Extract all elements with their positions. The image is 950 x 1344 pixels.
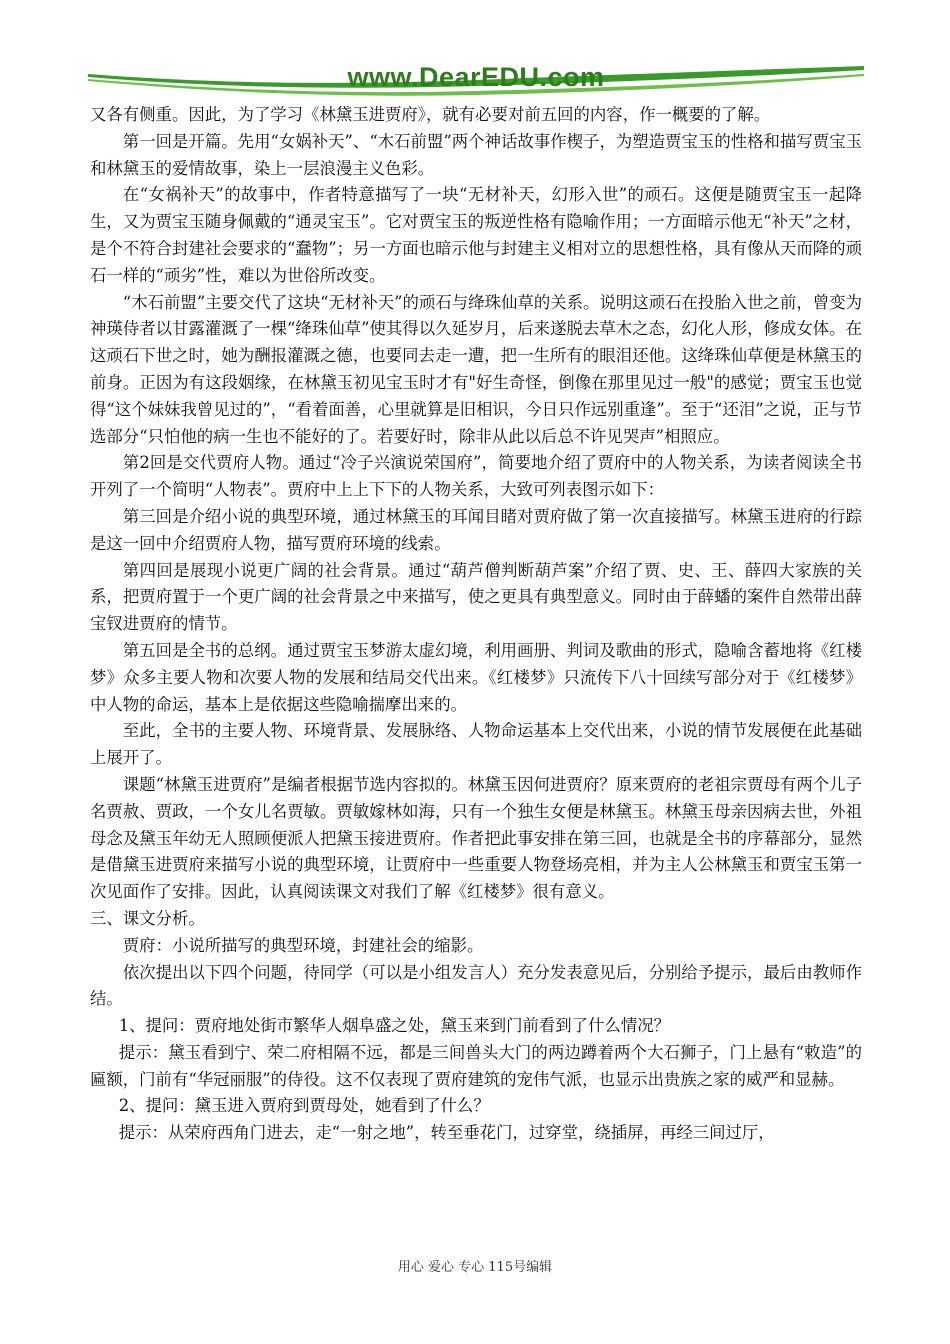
page-footer: 用心 爱心 专心 115号编辑 bbox=[397, 1260, 553, 1275]
paragraph: 又各有侧重。因此，为了学习《林黛玉进贾府》，就有必要对前五回的内容，作一概要的了解。 bbox=[90, 105, 771, 124]
page-header bbox=[88, 58, 864, 100]
hint: 提示：黛玉看到宁、荣二府相隔不远，都是三间兽头大门的两边蹲着两个大石狮子，门上悬有“敕造”的匾额，门前有“华冠丽服”的侍役。这不仅表现了贾府建筑的宠伟气派，也显示出贵族之家的威严和显赫。 bbox=[90, 1042, 862, 1089]
paragraph: “木石前盟”主要交代了这块“无材补天”的顽石与绛珠仙草的关系。说明这顽石在投胎入世之前，曾变为神瑛侍者以甘露灌溉了一棵“绛珠仙草”使其得以久延岁月，后来遂脱去草木之态，幻化人形，修成女体。在这顽石下世之时，她为酬报灌溉之德，也要同去走一遭，把一生所有的眼泪还他。这绛珠仙草便是林黛玉的前身。正因为有这段姻缘，在林黛玉初见宝玉时才有"好生奇怪，倒像在那里见过一般"的感觉；贾宝玉也觉得“这个妹妹我曾见过的”，“看着面善，心里就算是旧相识，今日只作远别重逢”。至于“还泪”之说，正与节选部分“只怕他的病一生也不能好的了。若要好时，除非从此以后总不许见哭声”相照应。 bbox=[90, 292, 862, 446]
document-body bbox=[90, 102, 862, 1147]
question: 2、提问：黛玉进入贾府到贾母处，她看到了什么？ bbox=[118, 1096, 490, 1116]
paragraph: 第四回是展现小说更广阔的社会背景。通过“葫芦僧判断葫芦案”介绍了贾、史、王、薛四大家族的关系，把贾府置于一个更广阔的社会背景之中来描写，使之更具有典型意义。同时由于薛蟠的案件自然带出薛宝钗进贾府的情节。 bbox=[90, 560, 862, 634]
paragraph: 至此，全书的主要人物、环境背景、发展脉络、人物命运基本上交代出来，小说的情节发展便在此基础上展开了。 bbox=[90, 721, 862, 768]
paragraph: 第一回是开篇。先用“女娲补天”、“木石前盟”两个神话故事作楔子，为塑造贾宝玉的性格和描写贾宝玉和林黛玉的爱情故事，染上一层浪漫主义色彩。 bbox=[90, 131, 862, 178]
paragraph: 贾府：小说所描写的典型环境，封建社会的缩影。 bbox=[122, 935, 484, 955]
paragraph: 第三回是介绍小说的典型环境，通过林黛玉的耳闻目睹对贾府做了第一次直接描写。林黛玉进府的行踪是这一回中介绍贾府人物，描写贾府环境的线索。 bbox=[90, 506, 862, 553]
paragraph: 依次提出以下四个问题，待同学（可以是小组发言人）充分发表意见后，分别给予提示，最后由教师作结。 bbox=[90, 962, 862, 1009]
site-logo[interactable]: www.DearEDU.com bbox=[347, 62, 605, 92]
paragraph: 课题“林黛玉进贾府”是编者根据节选内容拟的。林黛玉因何进贾府？原来贾府的老祖宗贾母有两个儿子名贾赦、贾政，一个女儿名贾敏。贾敏嫁林如海，只有一个独生女便是林黛玉。林黛玉母亲因病去世，外祖母念及黛玉年幼无人照顾便派人把黛玉接进贾府。作者把此事安排在第三回，也就是全书的序幕部分，显然是借黛玉进贾府来描写小说的典型环境，让贾府中一些重要人物登场亮相，并为主人公林黛玉和贾宝玉第一次见面作了安排。因此，认真阅读课文对我们了解《红楼梦》很有意义。 bbox=[90, 774, 862, 902]
paragraph: 第五回是全书的总纲。通过贾宝玉梦游太虚幻境，利用画册、判词及歌曲的形式，隐喻含蓄地将《红楼梦》众多主要人物和次要人物的发展和结局交代出来。《红楼梦》只流传下八十回续写部分对于《红楼梦》中人物的命运，基本上是依据这些隐喻揣摩出来的。 bbox=[90, 640, 862, 714]
paragraph: 第2回是交代贾府人物。通过“冷子兴演说荣国府”，简要地介绍了贾府中的人物关系，为读者阅读全书开列了一个简明“人物表”。贾府中上上下下的人物关系，大致可列表图示如下： bbox=[90, 453, 862, 500]
section-heading: 三、课文分析。 bbox=[90, 908, 205, 928]
paragraph: 在“女祸补天”的故事中，作者特意描写了一块“无材补天，幻形入世”的顽石。这便是随贾宝玉一起降生，又为贾宝玉随身佩戴的“通灵宝玉”。它对贾宝玉的叛逆性格有隐喻作用；一方面暗示他无“补天”之材，是个不符合封建社会要求的“蠢物”；另一方面也暗示他与封建主义相对立的思想性格，具有像从天而降的顽石一样的“顽劣”性，难以为世俗所改变。 bbox=[90, 185, 862, 285]
question: 1、提问：贾府地处街市繁华人烟阜盛之处，黛玉来到门前看到了什么情况？ bbox=[118, 1016, 671, 1036]
hint: 提示：从荣府西角门进去，走“一射之地”，转至垂花门，过穿堂，绕插屏，再经三间过厅， bbox=[118, 1123, 775, 1143]
